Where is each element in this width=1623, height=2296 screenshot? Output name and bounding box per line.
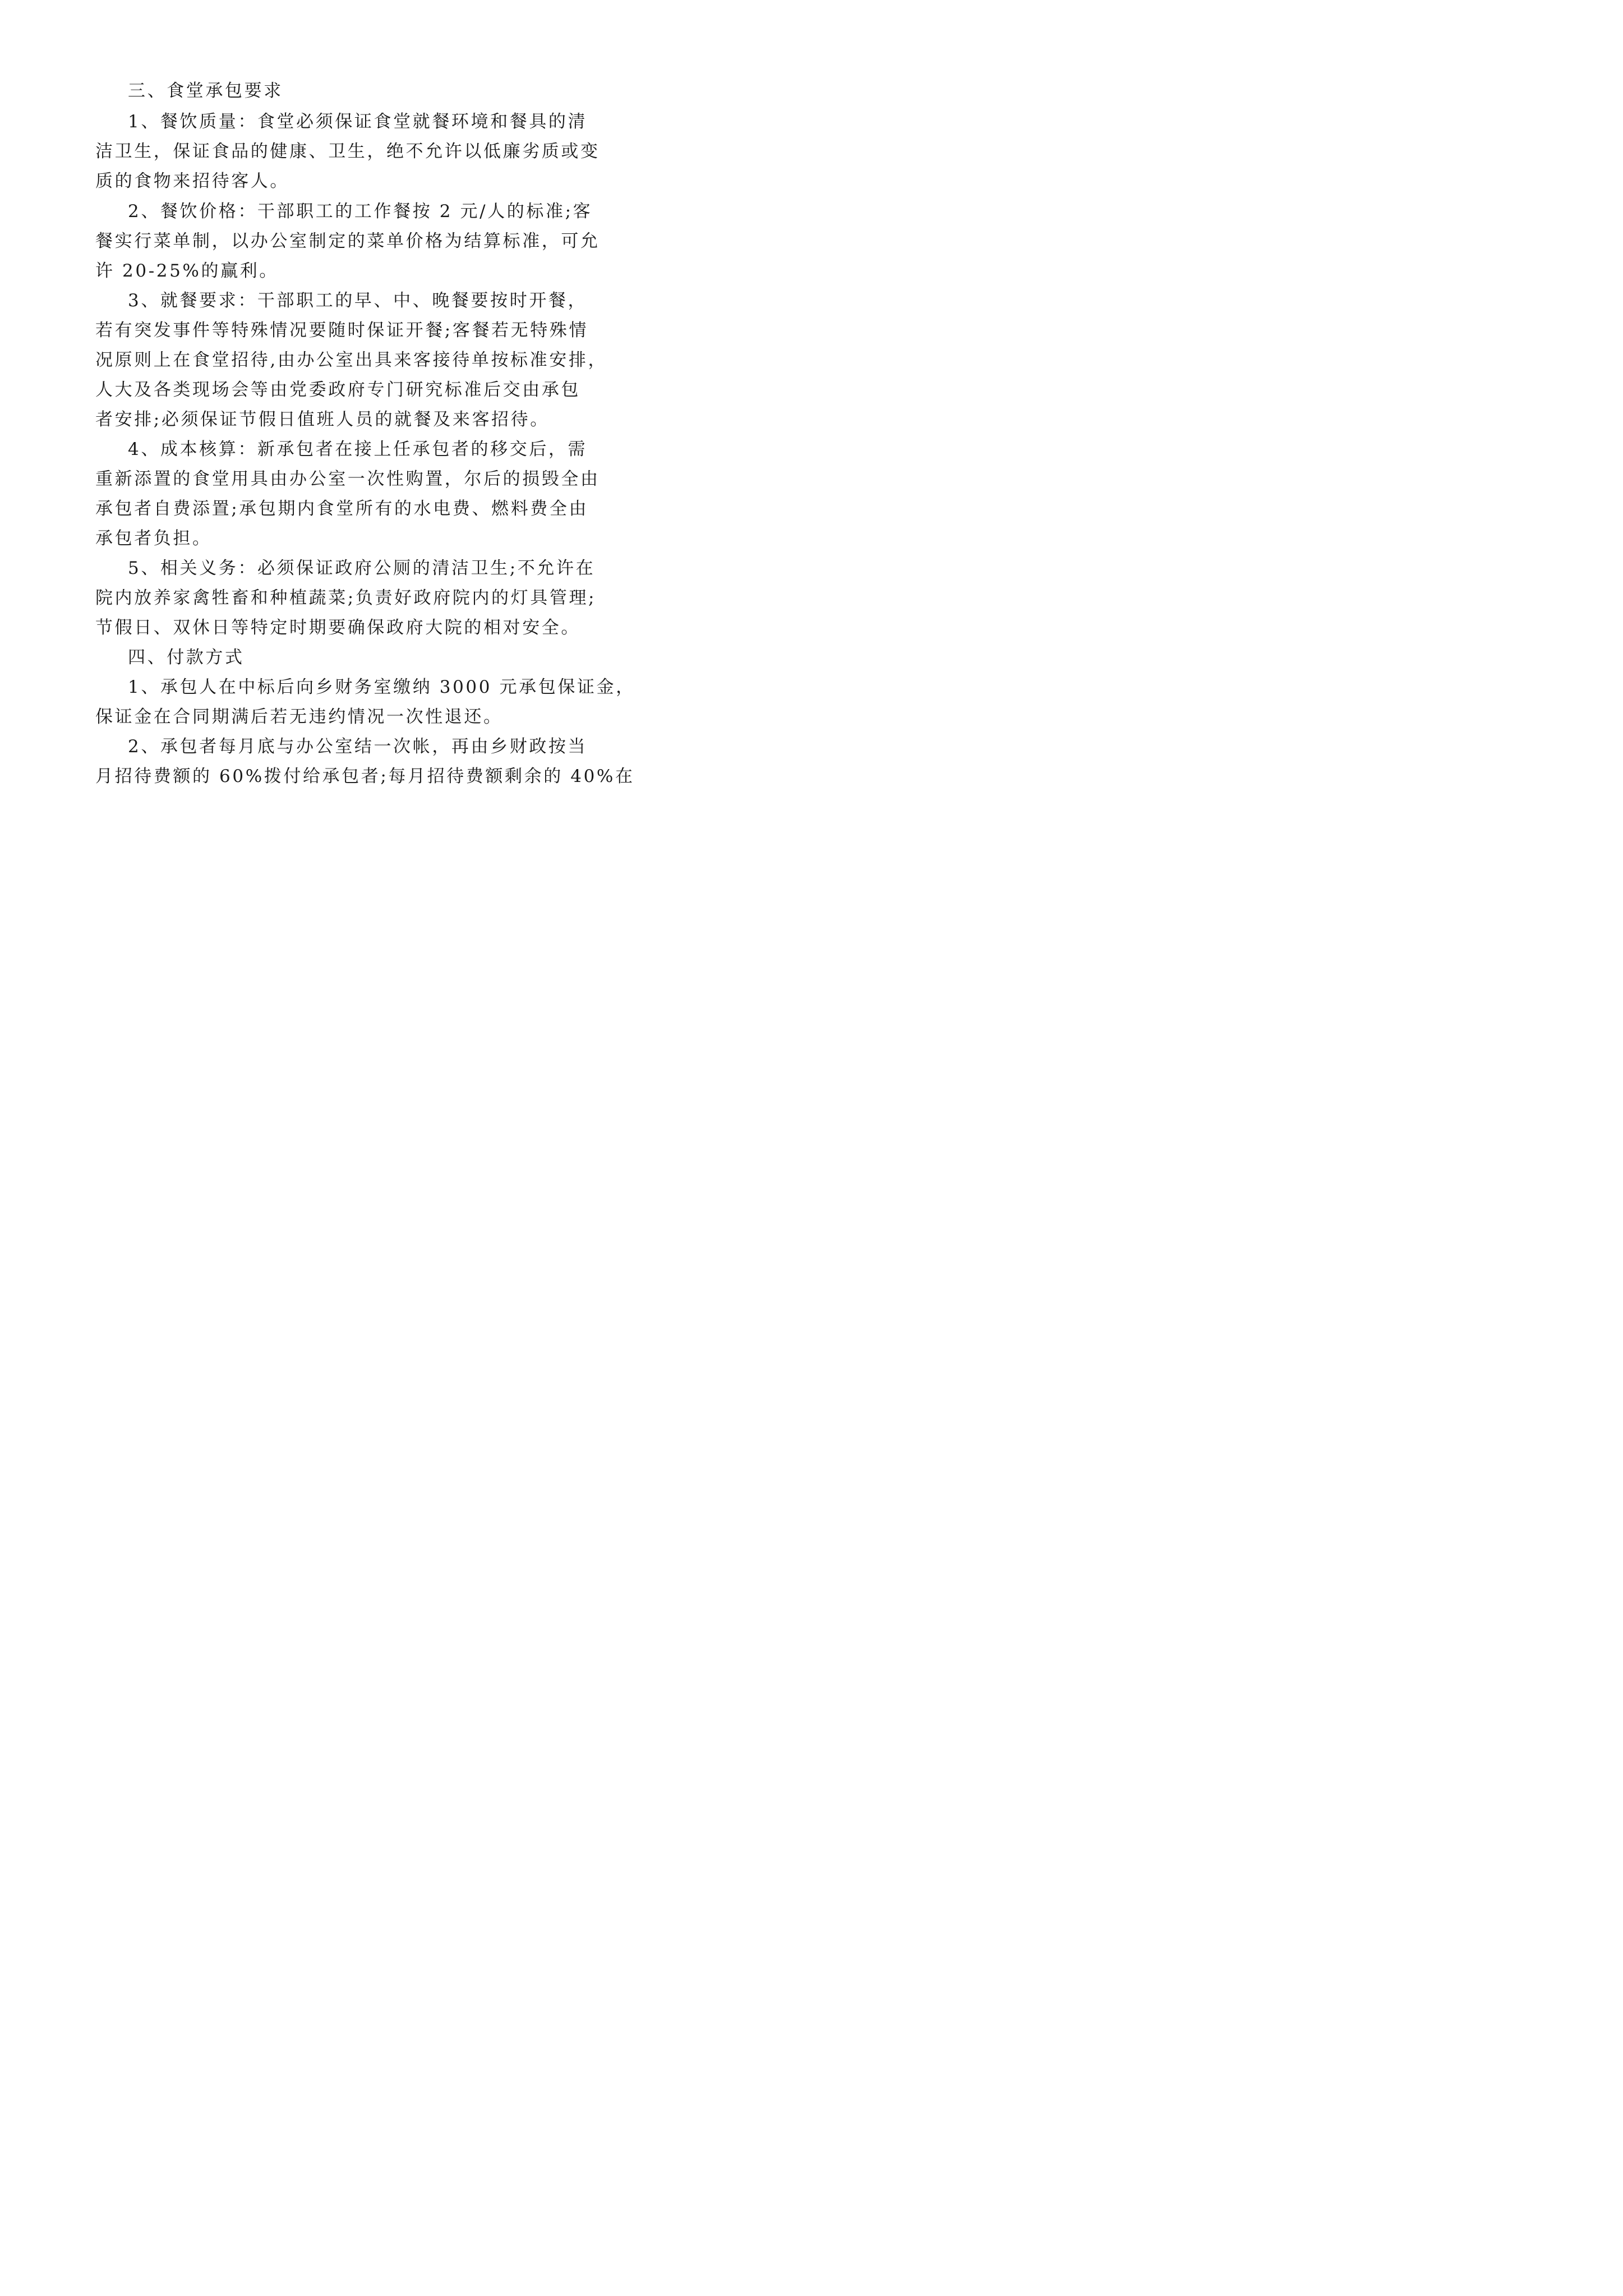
text-line: 院内放养家禽牲畜和种植蔬菜;负责好政府院内的灯具管理;	[95, 588, 597, 608]
text-line: 承包者自费添置;承包期内食堂所有的水电费、燃料费全由	[95, 499, 589, 519]
text-line: 3、就餐要求：干部职工的早、中、晚餐要按时开餐，	[128, 291, 588, 311]
text-line: 况原则上在食堂招待,由办公室出具来客接待单按标准安排，	[95, 350, 608, 370]
text-line: 若有突发事件等特殊情况要随时保证开餐;客餐若无特殊情	[95, 320, 589, 341]
document-page	[0, 0, 635, 873]
text-line: 月招待费额的 60%拨付给承包者;每月招待费额剩余的 40%在	[95, 766, 635, 786]
text-line: 2、餐饮价格：干部职工的工作餐按 2 元/人的标准;客	[128, 201, 593, 222]
section-heading: 四、付款方式	[128, 647, 245, 668]
text-line: 洁卫生，保证食品的健康、卫生，绝不允许以低廉劣质或变	[95, 141, 600, 162]
text-line: 重新添置的食堂用具由办公室一次性购置，尔后的损毁全由	[95, 469, 600, 489]
section-heading: 三、食堂承包要求	[128, 81, 283, 101]
text-line: 5、相关义务：必须保证政府公厕的清洁卫生;不允许在	[128, 558, 596, 578]
text-line: 承包者负担。	[95, 528, 212, 549]
text-line: 质的食物来招待客人。	[95, 171, 289, 191]
text-line: 餐实行菜单制，以办公室制定的菜单价格为结算标准，可允	[95, 231, 600, 251]
text-line: 保证金在合同期满后若无违约情况一次性退还。	[95, 707, 503, 727]
text-line: 者安排;必须保证节假日值班人员的就餐及来客招待。	[95, 409, 550, 430]
text-line: 许 20-25%的赢利。	[95, 261, 279, 281]
text-line: 1、餐饮质量：食堂必须保证食堂就餐环境和餐具的清	[128, 112, 588, 132]
text-line: 4、成本核算：新承包者在接上任承包者的移交后，需	[128, 439, 588, 459]
text-line: 人大及各类现场会等由党委政府专门研究标准后交由承包	[95, 380, 580, 400]
text-line: 节假日、双休日等特定时期要确保政府大院的相对安全。	[95, 618, 580, 638]
text-line: 2、承包者每月底与办公室结一次帐，再由乡财政按当	[128, 737, 588, 757]
text-line: 1、承包人在中标后向乡财务室缴纳 3000 元承包保证金，	[128, 677, 635, 697]
